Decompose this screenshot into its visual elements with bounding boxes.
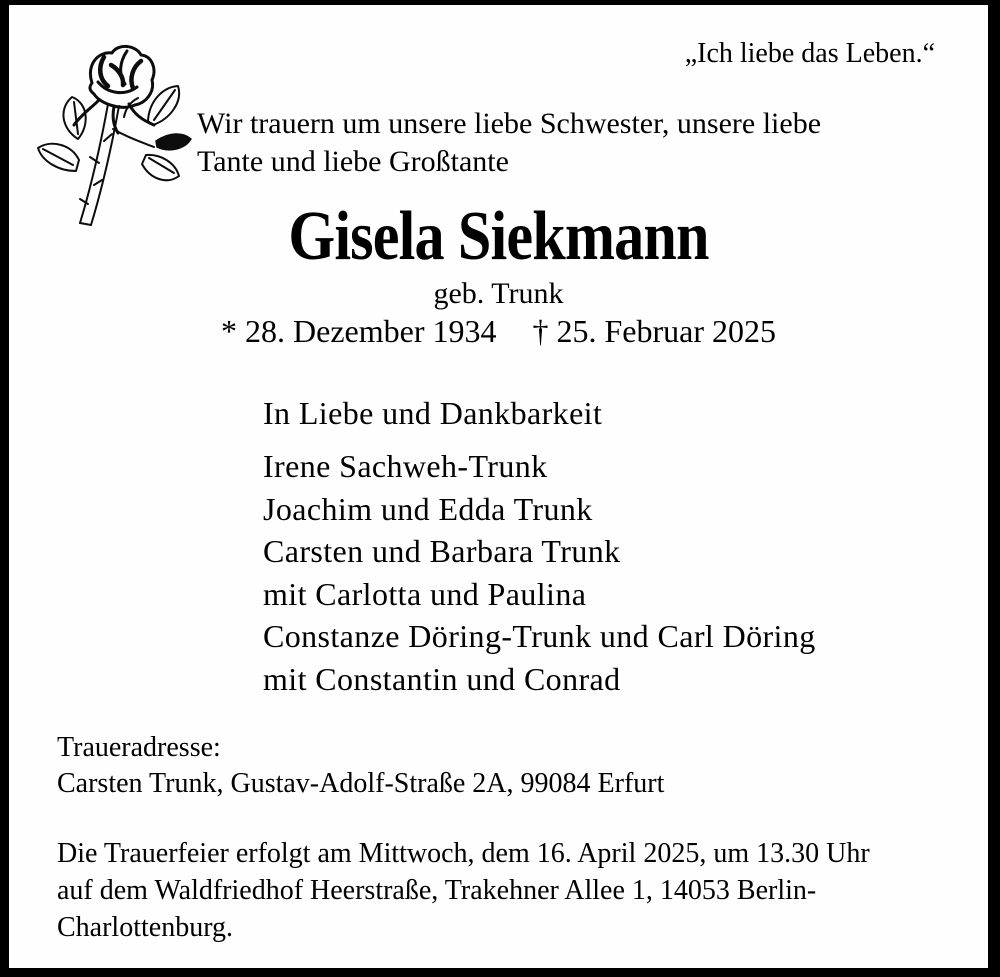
deceased-name: Gisela Siekmann [288,198,709,275]
mourner-line: mit Carlotta und Paulina [263,575,587,612]
mourners-list [263,445,816,700]
epitaph-quote: „Ich liebe das Leben.“ [684,38,935,69]
mourner-line: Joachim und Edda Trunk [263,490,593,527]
mourner-line: Carsten und Barbara Trunk [263,533,621,569]
intro-line-1: Wir trauern um unsere liebe Schwester, unsere liebe [197,107,822,140]
intro-text [197,105,821,181]
ceremony-line-2: auf dem Waldfriedhof Heerstraße, Trakehner Allee 1, 14053 Berlin- [57,875,817,906]
mourner-line: mit Constantin und Conrad [263,660,621,697]
ceremony-line-1: Die Trauerfeier erfolgt am Mittwoch, dem 16. April 2025, um 13.30 Uhr [57,838,870,869]
condolence-address-label: Traueradresse: [57,732,221,763]
life-dates [9,313,988,350]
tribute-line: In Liebe und Dankbarkeit [263,395,603,431]
obituary-notice [9,5,988,968]
mourner-line: Constanze Döring-Trunk und Carl Döring [263,618,816,654]
maiden-name: geb. Trunk [433,277,564,310]
mourner-line: Irene Sachweh-Trunk [263,448,548,484]
birth-date: * 28. Dezember 1934 [221,313,497,349]
ceremony-line-3: Charlottenburg. [57,912,234,943]
intro-line-2: Tante und liebe Großtante [197,145,509,178]
death-date: † 25. Februar 2025 [532,313,776,349]
condolence-address: Carsten Trunk, Gustav-Adolf-Straße 2A, 99084 Erfurt [57,768,665,799]
ceremony-info [57,835,870,946]
